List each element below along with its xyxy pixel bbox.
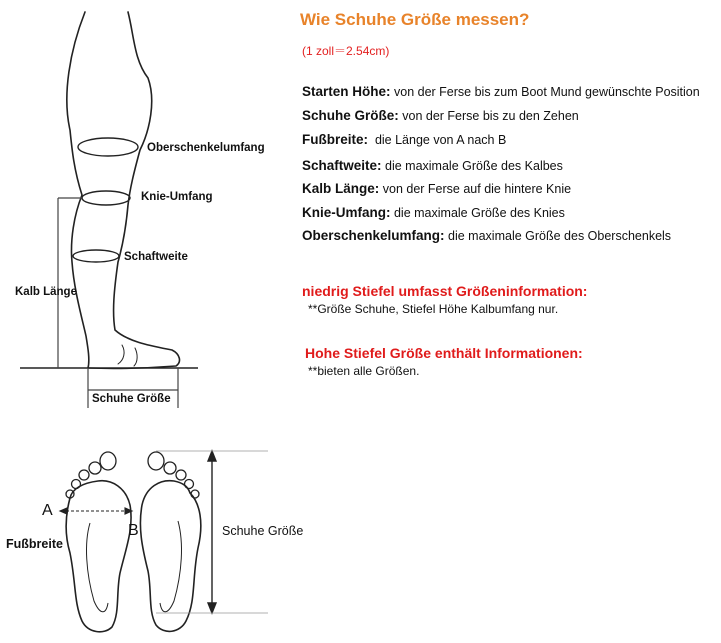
def-term: Starten Höhe: (302, 84, 391, 99)
def-boot-height (302, 84, 700, 99)
label-thigh: Oberschenkelumfang (147, 142, 265, 154)
def-text: die maximale Größe des Kalbes (385, 159, 563, 173)
leg-back-outline (67, 12, 89, 368)
def-calf-length (302, 181, 571, 196)
def-term: Schuhe Größe: (302, 108, 399, 123)
foot-label-width: Fußbreite (6, 537, 63, 551)
def-thigh-circumference (302, 228, 671, 243)
def-term: Knie-Umfang: (302, 205, 391, 220)
def-text: von der Ferse auf die hintere Knie (382, 182, 572, 196)
right-sole-outline (140, 481, 200, 632)
def-text: von der Ferse bis zum Boot Mund gewünschte Position (394, 85, 700, 99)
label-calf: Schaftweite (124, 251, 188, 263)
unit-conversion: (1 zoll＝2.54cm) (302, 44, 390, 58)
section-high-boot-body: **bieten alle Größen. (308, 364, 420, 378)
def-shaft-width (302, 158, 563, 173)
knee-circumference-ring (82, 191, 130, 205)
def-term: Schaftweite: (302, 158, 382, 173)
def-term: Fußbreite: (302, 132, 368, 147)
def-term: Kalb Länge: (302, 181, 380, 196)
def-foot-width (302, 132, 506, 147)
label-shoe-size-leg: Schuhe Größe (92, 393, 171, 405)
def-text: die Länge von A nach B (374, 133, 507, 147)
def-text: die maximale Größe des Oberschenkels (448, 229, 672, 243)
foot-label-shoe-size: Schuhe Größe (222, 524, 304, 538)
section-high-boot-heading: Hohe Stiefel Größe enthält Informationen: (305, 345, 583, 361)
thigh-circumference-ring (78, 138, 138, 156)
label-calf-length: Kalb Länge (15, 286, 77, 298)
def-term: Oberschenkelumfang: (302, 228, 445, 243)
def-text: die maximale Größe des Knies (393, 206, 565, 220)
def-shoe-size (302, 108, 579, 123)
page-title: Wie Schuhe Größe messen? (300, 10, 530, 29)
foot-label-a: A (42, 502, 53, 519)
calf-circumference-ring (73, 250, 119, 262)
foot-label-b: B (128, 522, 139, 539)
leg-diagram (0, 0, 300, 420)
def-knee-circumference (302, 205, 565, 220)
def-text: von der Ferse bis zu den Zehen (402, 109, 579, 123)
section-low-boot-body: **Größe Schuhe, Stiefel Höhe Kalbumfang nur. (308, 302, 559, 316)
label-knee: Knie-Umfang (141, 191, 213, 203)
section-low-boot-heading: niedrig Stiefel umfasst Größeninformation: (302, 283, 588, 299)
